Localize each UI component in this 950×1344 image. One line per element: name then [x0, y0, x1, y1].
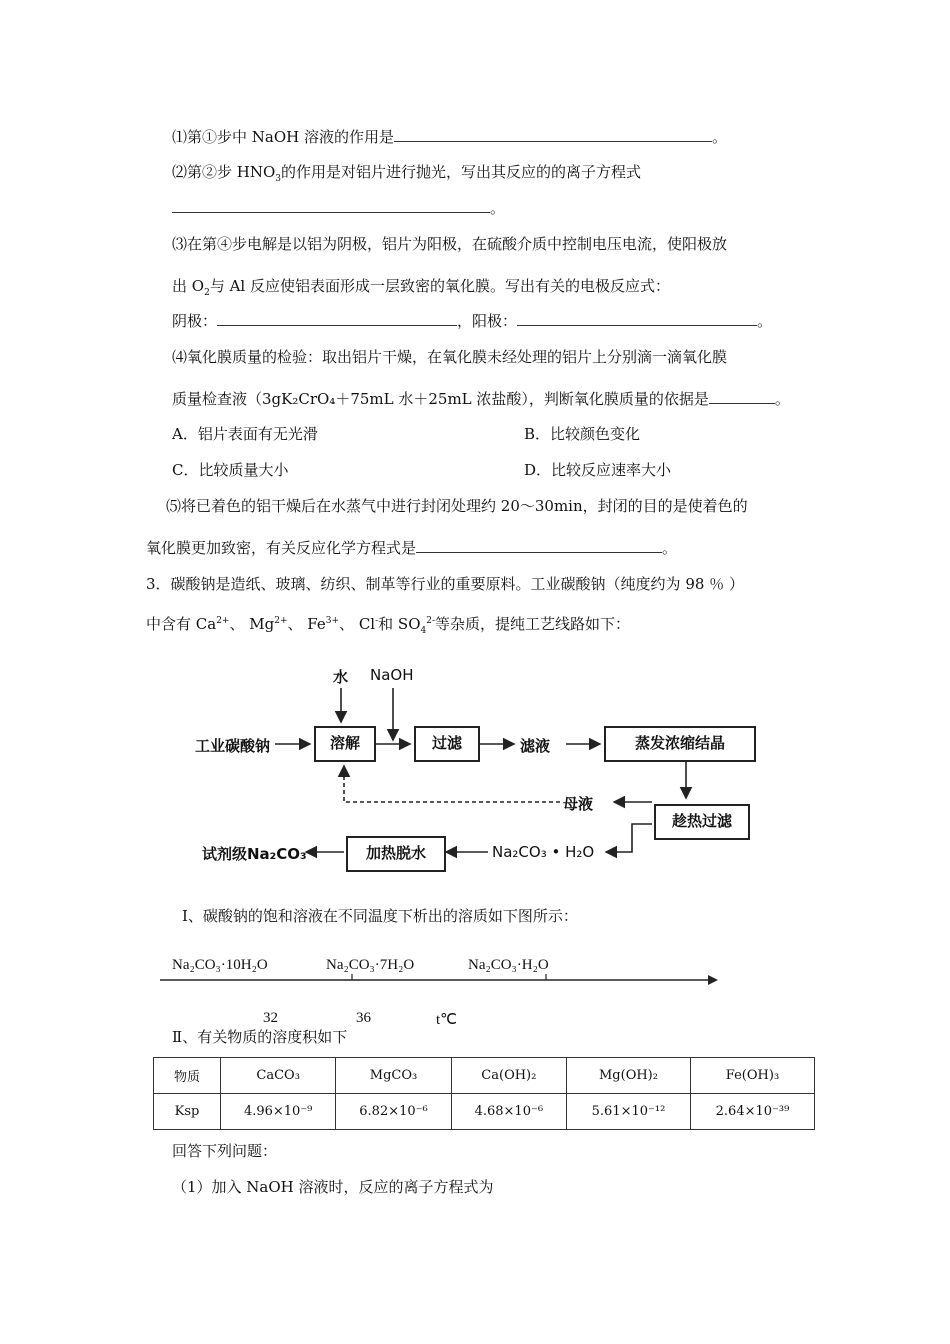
table-header-row — [154, 1058, 815, 1094]
table-header: Mg(OH)₂ — [566, 1058, 690, 1094]
table-header: MgCO₃ — [336, 1058, 451, 1094]
ksp-table — [153, 1057, 815, 1130]
filtrate-label: 滤液 — [520, 737, 551, 755]
q5-end: 。 — [662, 539, 678, 557]
hot-filter-box: 趁热过滤 — [654, 804, 750, 840]
q3-line2a: 出 O — [172, 277, 205, 295]
table-cell: 5.61×10⁻¹² — [566, 1094, 690, 1130]
table-cell: 2.64×10⁻³⁹ — [690, 1094, 814, 1130]
p3-line1: 3．碳酸钠是造纸、玻璃、纺织、制革等行业的重要原料。工业碳酸钠（纯度约为 98 ％ ） — [146, 575, 744, 593]
filter-box: 过滤 — [414, 726, 480, 762]
option-a[interactable]: A．铝片表面有无光滑 — [172, 425, 318, 443]
q1-text: ⑴第①步中 NaOH 溶液的作用是 — [172, 128, 394, 146]
q4-line2-text: 质量检查液（3gK₂CrO₄＋75mL 水＋25mL 浓盐酸），判断氧化膜质量的依据是 — [172, 390, 709, 408]
axis-tick-32: 32 — [263, 1010, 278, 1026]
table-row — [154, 1094, 815, 1130]
q3-end: 。 — [757, 312, 773, 330]
q4-end: 。 — [774, 390, 790, 408]
row-label: Ksp — [154, 1094, 221, 1130]
answer-heading: 回答下列问题： — [172, 1142, 278, 1160]
axis-label-3: Na₂CO₃·H₂O — [468, 957, 549, 973]
so4-charge: 2- — [426, 616, 436, 626]
hydrate-label: Na₂CO₃ • H₂O — [492, 843, 595, 861]
table-header: 物质 — [154, 1058, 221, 1094]
table-cell: 6.82×10⁻⁶ — [336, 1094, 451, 1130]
anode-label: ，阳极： — [457, 312, 518, 330]
q2-text-c: 的作用是对铝片进行抛光，写出其反应的的离子方程式 — [281, 163, 642, 181]
table-header: CaCO₃ — [221, 1058, 336, 1094]
mother-liquor-label: 母液 — [563, 795, 594, 813]
raw-material-label: 工业碳酸钠 — [195, 737, 271, 755]
table-cell: 4.96×10⁻⁹ — [221, 1094, 336, 1130]
q5-line1: ⑸将已着色的铝干燥后在水蒸气中进行封闭处理约 20～30min，封闭的目的是使着色的 — [166, 497, 748, 515]
q2-text-a: ⑵第②步 HNO — [172, 163, 276, 181]
section-2: Ⅱ、有关物质的溶度积如下 — [172, 1028, 348, 1046]
naoh-label: NaOH — [370, 666, 414, 684]
table-cell: 4.68×10⁻⁶ — [451, 1094, 566, 1130]
q3-line2c: 与 Al 反应使铝表面形成一层致密的氧化膜。写出有关的电极反应式： — [209, 277, 670, 295]
option-c[interactable]: C．比较质量大小 — [172, 461, 289, 479]
q1-end: 。 — [711, 128, 727, 146]
section-1: Ⅰ、碳酸钠的饱和溶液在不同温度下析出的溶质如下图所示： — [182, 907, 578, 925]
q3-line1: ⑶在第④步电解是以铝为阴极，铝片为阳极，在硫酸介质中控制电压电流，使阳极放 — [172, 235, 728, 253]
table-header: Fe(OH)₃ — [690, 1058, 814, 1094]
dissolve-box: 溶解 — [314, 726, 376, 762]
p3-suffix: 等杂质，提纯工艺线路如下： — [435, 615, 631, 633]
product-label: 试剂级Na₂CO₃ — [202, 845, 307, 863]
p3-line2: 中含有 $Ca^{2+}$、 $Mg^{2+}$、 $Fe^{3+}$、 Cl-和 $SO_4^{2-}$等杂质，提纯工艺线路如下： — [146, 615, 631, 636]
option-b[interactable]: B．比较颜色变化 — [524, 425, 641, 443]
table-header: Ca(OH)₂ — [451, 1058, 566, 1094]
ca-charge: 2+ — [216, 616, 230, 626]
q4-line1: ⑷氧化膜质量的检验：取出铝片干燥，在氧化膜未经处理的铝片上分别滴一滴氧化膜 — [172, 348, 728, 366]
water-label: 水 — [333, 668, 349, 686]
q3-sub: 2 — [204, 288, 210, 298]
cl-ion: Cl — [358, 615, 376, 633]
fe-ion: Fe — [307, 615, 326, 633]
cathode-label: 阴极： — [172, 312, 218, 330]
p3-prefix: 中含有 Ca — [146, 615, 217, 633]
q5-line2-text: 氧化膜更加致密，有关反应化学方程式是 — [146, 539, 417, 557]
evaporate-box: 蒸发浓缩结晶 — [604, 726, 756, 762]
option-d[interactable]: D．比较反应速率大小 — [524, 461, 672, 479]
dehydrate-box: 加热脱水 — [346, 836, 446, 872]
so4-ion: 和 SO — [378, 615, 421, 633]
q2-sub: 3 — [275, 174, 282, 184]
mg-charge: 2+ — [274, 616, 288, 626]
so4-sub: 4 — [420, 626, 427, 636]
axis-label-1: Na₂CO₃·10H₂O — [172, 957, 268, 973]
axis-label-2: Na₂CO₃·7H₂O — [326, 957, 415, 973]
mg-ion: Mg — [249, 615, 275, 633]
axis-unit: t℃ — [436, 1012, 458, 1028]
answer-1: （1）加入 NaOH 溶液时，反应的离子方程式为 — [172, 1178, 494, 1196]
cl-charge: - — [375, 616, 379, 626]
fe-charge: 3+ — [325, 616, 340, 626]
q2-end: 。 — [490, 199, 506, 217]
axis-tick-36: 36 — [356, 1010, 371, 1026]
